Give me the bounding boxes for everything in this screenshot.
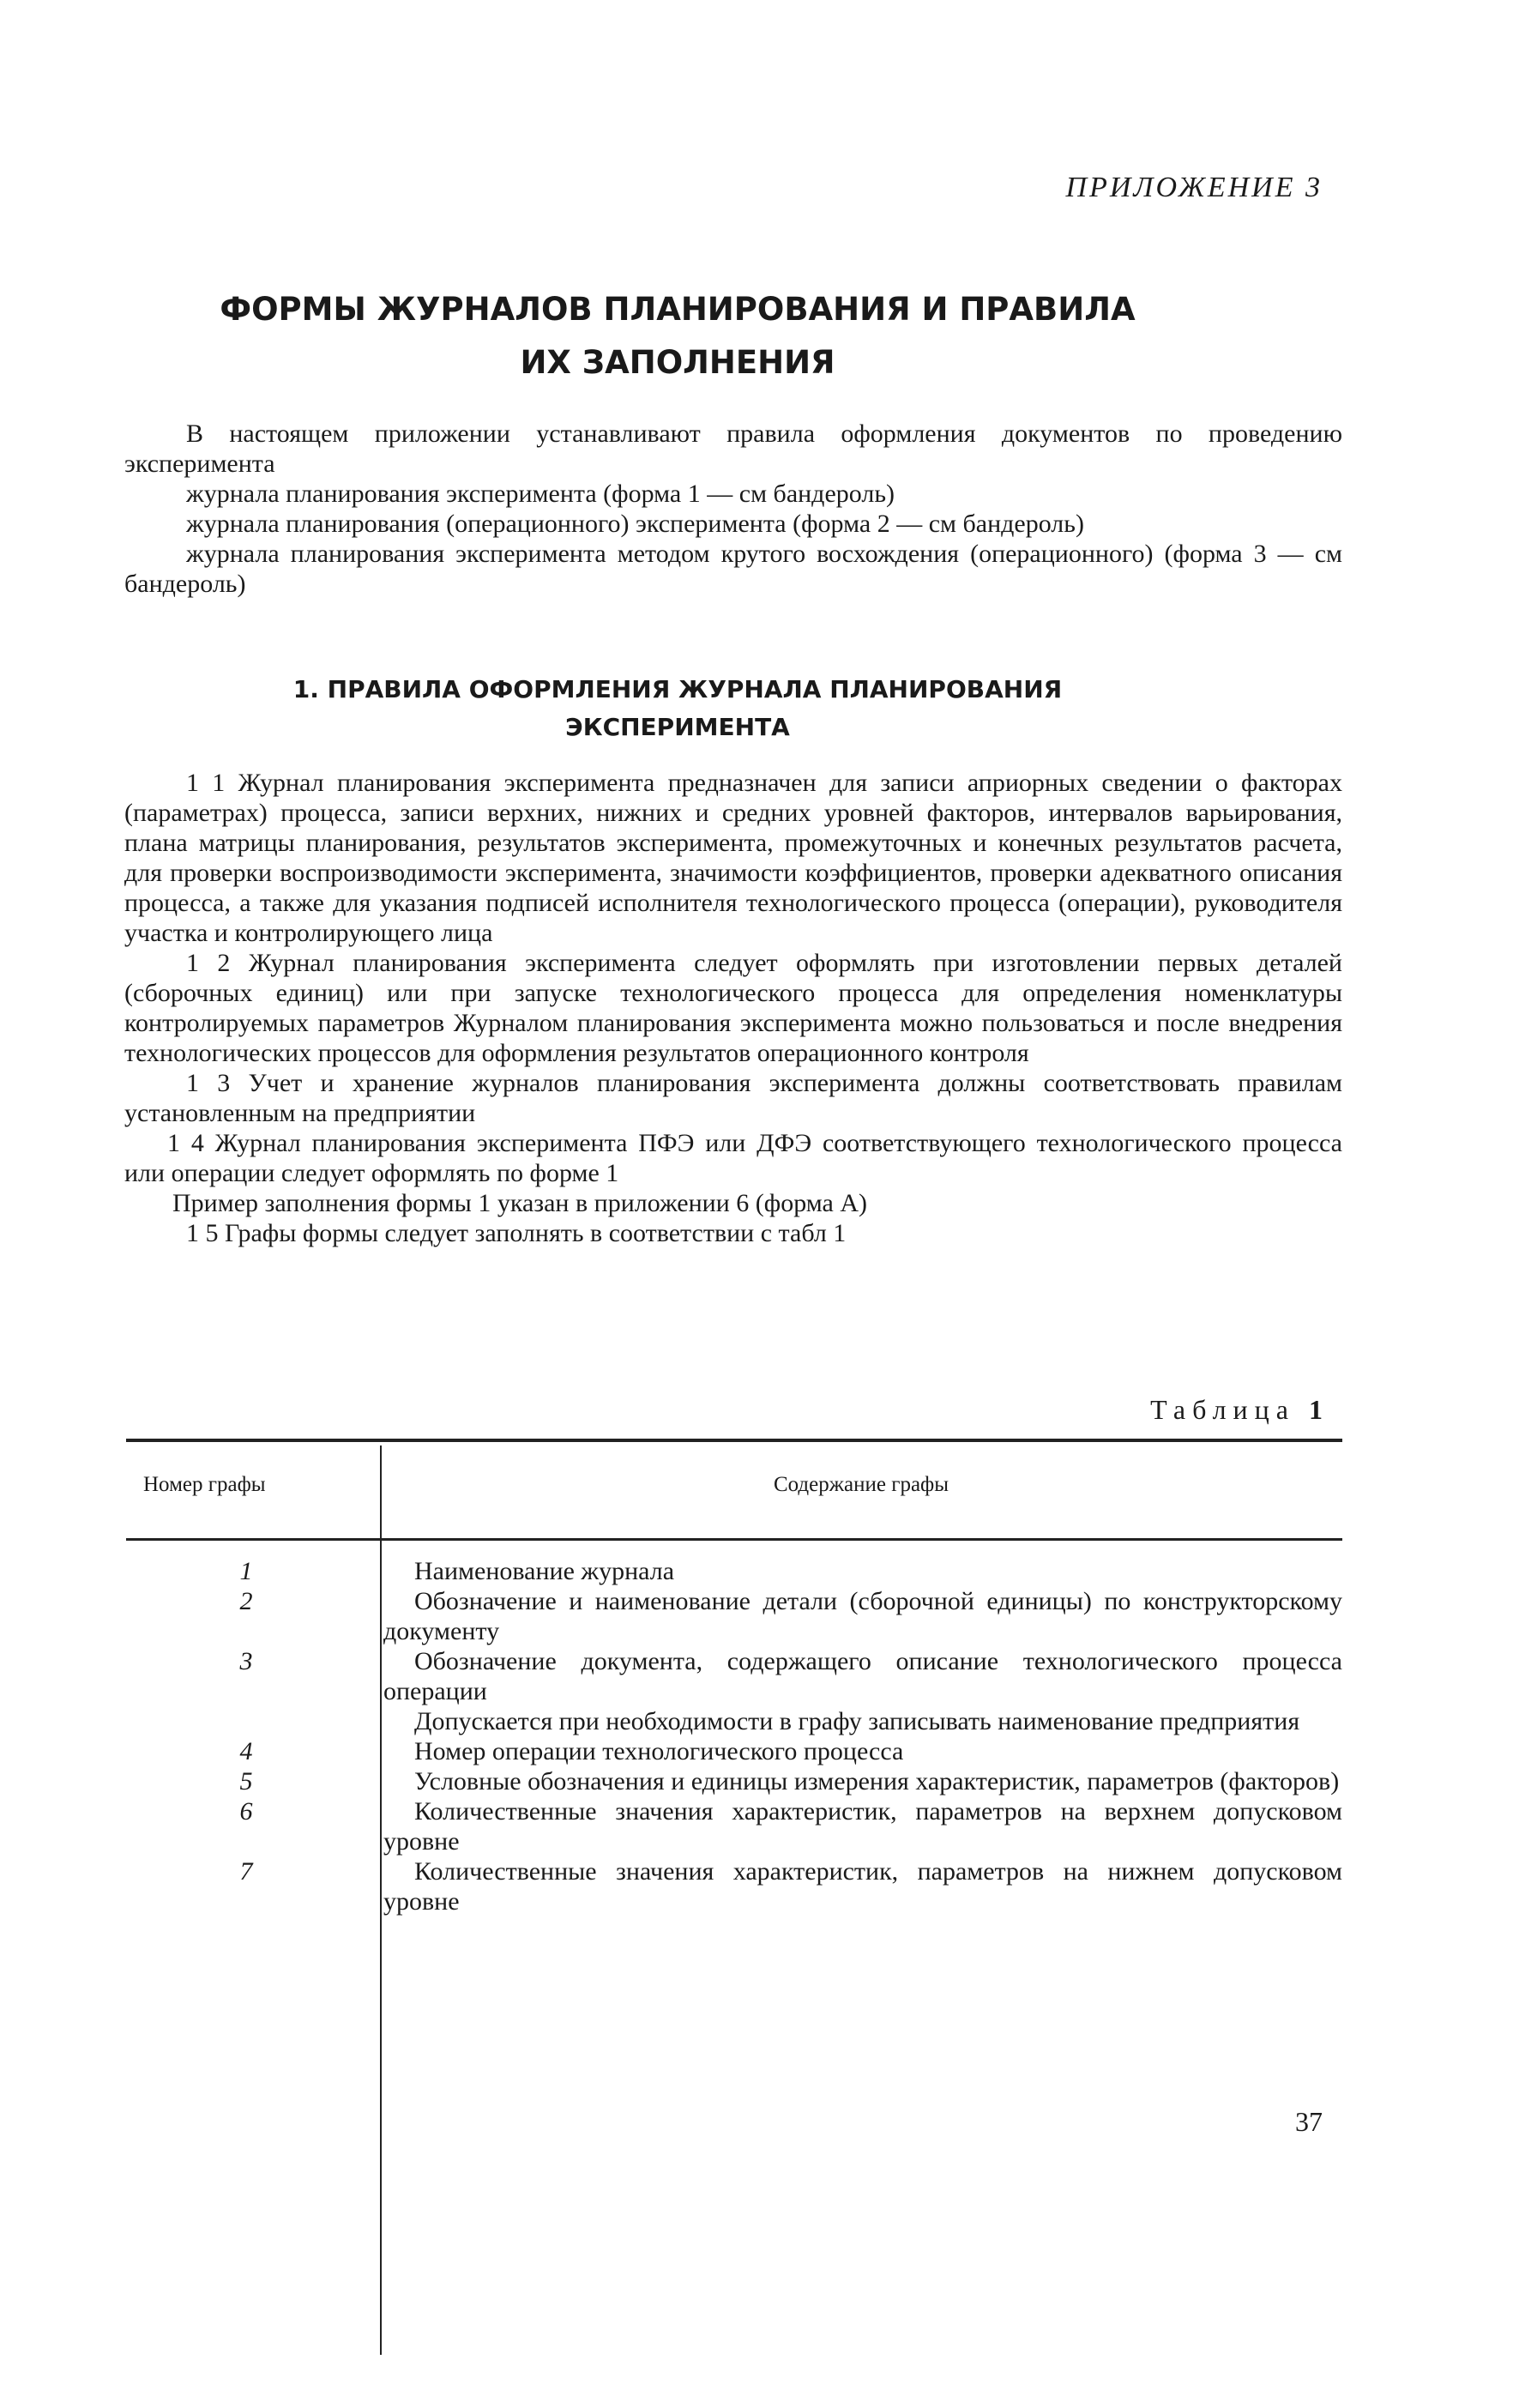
row-content xyxy=(349,1766,1342,1796)
section-title-line: ЭКСПЕРИМЕНТА xyxy=(565,713,790,741)
body-paragraph: 1 2 Журнал планирования эксперимента следует оформлять при изготовлении первых деталей (сборочных единиц) или при запуске технологического процесса для определения номенклатуры контролируемых параметров Журналом планирования эксперимента можно пользоваться и после внедрения технологических процессов для оформления результатов операционного контроля xyxy=(124,949,1342,1067)
row-content xyxy=(349,1856,1342,1916)
row-content xyxy=(349,1556,1342,1586)
row-number: 7 xyxy=(239,1857,253,1886)
table-row xyxy=(126,1586,1342,1646)
intro-block xyxy=(124,419,1342,599)
table-1 xyxy=(126,1439,1342,2408)
page-title xyxy=(154,283,1201,389)
body-paragraph: 1 4 Журнал планирования эксперимента ПФЭ или ДФЭ соответствующего технологического процесса или операции следует оформлять по форме 1 xyxy=(124,1129,1342,1187)
table-row xyxy=(126,1646,1342,1736)
row-text: Условные обозначения и единицы измерения характеристик, параметров (факторов) xyxy=(414,1767,1340,1795)
table-row xyxy=(126,1556,1342,1586)
table-row xyxy=(126,1796,1342,1856)
row-text: Номер операции технологического процесса xyxy=(414,1737,904,1765)
table-caption-number: 1 xyxy=(1309,1394,1323,1425)
table-caption-word: Таблица xyxy=(1150,1394,1295,1425)
table-caption xyxy=(1150,1394,1323,1426)
table-header-number: Номер графы xyxy=(143,1473,266,1496)
row-text: Обозначение документа, содержащего описание технологического процесса операции xyxy=(383,1647,1342,1705)
row-number: 5 xyxy=(239,1767,253,1795)
body-paragraph: 1 5 Графы формы следует заполнять в соответствии с табл 1 xyxy=(186,1219,847,1247)
intro-list-item: журнала планирования эксперимента методом крутого восхождения (операционного) (форма 3 — см бандероль) xyxy=(124,540,1342,598)
body-paragraph: Пример заполнения формы 1 указан в приложении 6 (форма А) xyxy=(172,1189,868,1217)
intro-list-item: журнала планирования (операционного) эксперимента (форма 2 — см бандероль) xyxy=(186,510,1084,538)
page-title-line: ФОРМЫ ЖУРНАЛОВ ПЛАНИРОВАНИЯ И ПРАВИЛА xyxy=(220,291,1136,328)
row-number: 1 xyxy=(239,1557,253,1585)
row-content xyxy=(349,1586,1342,1646)
body-paragraph: 1 3 Учет и хранение журналов планирования эксперимента должны соответствовать правилам установленным на предприятии xyxy=(124,1069,1342,1127)
table-row xyxy=(126,1766,1342,1796)
row-number: 6 xyxy=(239,1797,253,1826)
row-text: Наименование журнала xyxy=(414,1557,675,1585)
intro-paragraph: В настоящем приложении устанавливают правила оформления документов по проведению эксперимента xyxy=(124,419,1342,478)
section-title xyxy=(172,671,1184,746)
row-number: 3 xyxy=(239,1647,253,1675)
row-content xyxy=(349,1796,1342,1856)
table-row xyxy=(126,1736,1342,1766)
row-content xyxy=(349,1736,1342,1766)
row-number: 2 xyxy=(239,1587,253,1615)
page-title-line: ИХ ЗАПОЛНЕНИЯ xyxy=(520,344,835,381)
table-top-rule xyxy=(126,1439,1342,1442)
page-number: 37 xyxy=(1295,2106,1323,2137)
table-header-content: Содержание графы xyxy=(773,1473,949,1496)
row-text: Обозначение и наименование детали (сборочной единицы) по конструкторскому документу xyxy=(383,1587,1342,1645)
row-text: Допускается при необходимости в графу записывать наименование предприятия xyxy=(414,1707,1300,1735)
table-header-rule xyxy=(126,1538,1342,1541)
row-content xyxy=(349,1646,1342,1736)
row-text: Количественные значения характеристик, параметров на верхнем допусковом уровне xyxy=(383,1797,1342,1856)
body-paragraph: 1 1 Журнал планирования эксперимента предназначен для записи априорных сведении о факторах (параметрах) процесса, записи верхних, нижних и средних уровней факторов, интервалов варьирования, плана матрицы планирования, результатов эксперимента, промежуточных и конечных результатов расчета, для проверки воспроизводимости эксперимента, значимости коэффициентов, проверки адекватного описания процесса, а также для указания подписей исполнителя технологического процесса (операции), руководителя участка и контролирующего лица xyxy=(124,769,1342,947)
row-text: Количественные значения характеристик, параметров на нижнем допусковом уровне xyxy=(383,1857,1342,1916)
intro-list-item: журнала планирования эксперимента (форма 1 — см бандероль) xyxy=(186,480,895,508)
table-body xyxy=(126,1556,1342,1916)
table-row xyxy=(126,1856,1342,1916)
appendix-label: ПРИЛОЖЕНИЕ 3 xyxy=(1065,172,1323,203)
section-body xyxy=(124,768,1342,1248)
row-number: 4 xyxy=(239,1737,253,1765)
section-title-line: 1. ПРАВИЛА ОФОРМЛЕНИЯ ЖУРНАЛА ПЛАНИРОВАНИЯ xyxy=(292,675,1063,703)
